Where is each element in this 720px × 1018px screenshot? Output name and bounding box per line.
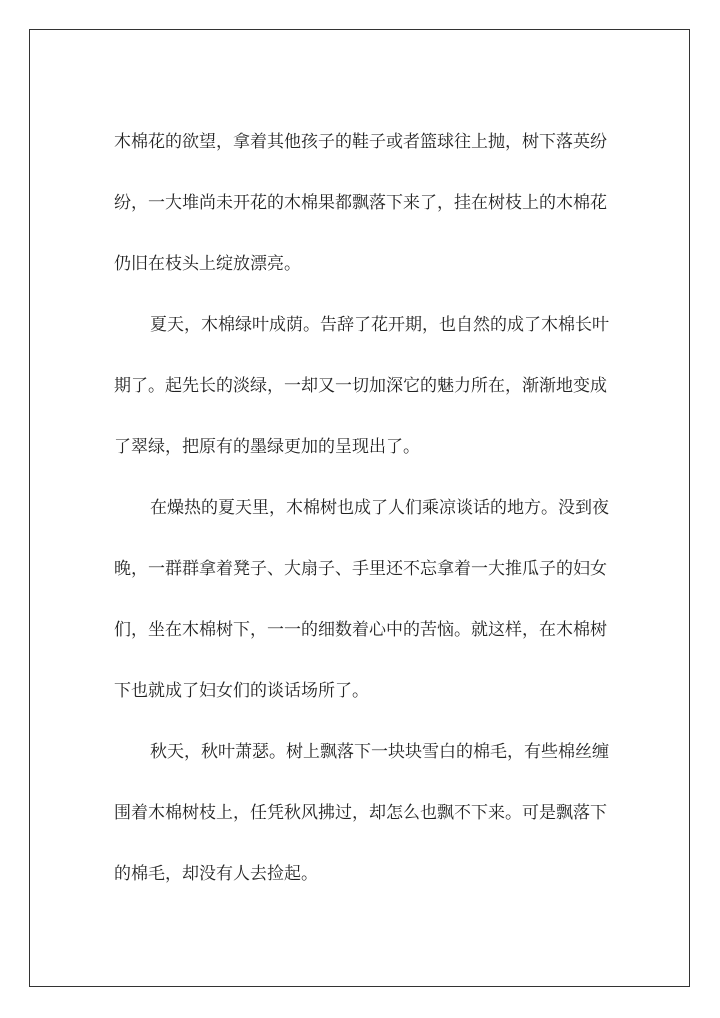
text-line: 晚，一群群拿着凳子、大扇子、手里还不忘拿着一大推瓜子的妇女 bbox=[114, 559, 607, 579]
text-line: 仍旧在枝头上绽放漂亮。 bbox=[114, 254, 301, 274]
paragraph-start-line: 在燥热的夏天里，木棉树也成了人们乘凉谈话的地方。没到夜 bbox=[150, 498, 609, 518]
text-line: 围着木棉树枝上，任凭秋风拂过，却怎么也飘不下来。可是飘落下 bbox=[114, 803, 607, 823]
document-body bbox=[114, 122, 634, 915]
text-line: 的棉毛，却没有人去捡起。 bbox=[114, 864, 318, 884]
text-line: 们，坐在木棉树下，一一的细数着心中的苦恼。就这样，在木棉树 bbox=[114, 620, 607, 640]
text-line: 木棉花的欲望，拿着其他孩子的鞋子或者篮球往上抛，树下落英纷 bbox=[114, 132, 607, 152]
paragraph-start-line: 夏天，木棉绿叶成荫。告辞了花开期，也自然的成了木棉长叶 bbox=[150, 315, 609, 335]
text-line: 纷，一大堆尚未开花的木棉果都飘落下来了，挂在树枝上的木棉花 bbox=[114, 193, 607, 213]
text-line: 了翠绿，把原有的墨绿更加的呈现出了。 bbox=[114, 437, 420, 457]
paragraph-start-line: 秋天，秋叶萧瑟。树上飘落下一块块雪白的棉毛，有些棉丝缠 bbox=[150, 742, 609, 762]
text-line: 期了。起先长的淡绿，一却又一切加深它的魅力所在，渐渐地变成 bbox=[114, 376, 607, 396]
text-line: 下也就成了妇女们的谈话场所了。 bbox=[114, 681, 369, 701]
